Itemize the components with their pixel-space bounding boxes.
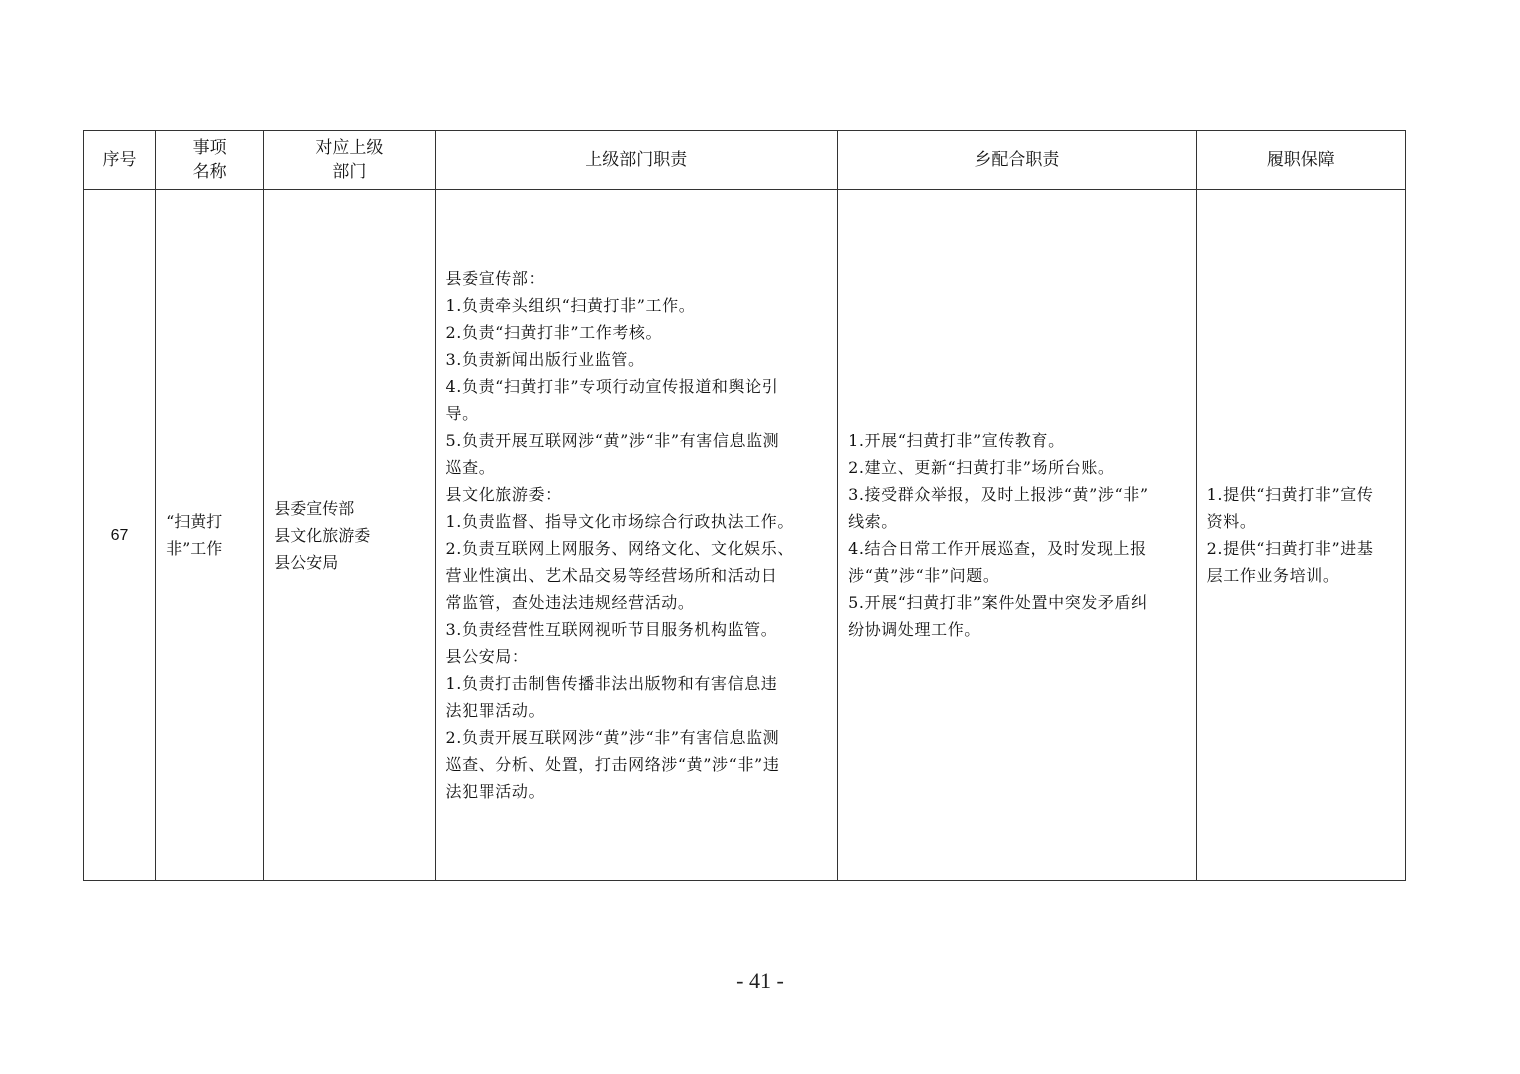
header-superior-duties: 上级部门职责	[435, 131, 838, 190]
header-superior-dept: 对应上级 部门	[264, 131, 435, 190]
duties-table	[83, 130, 1406, 881]
row-superior-dept: 县委宣传部 县文化旅游委 县公安局	[264, 190, 435, 881]
row-seq: 67	[84, 190, 156, 881]
row-guarantee: 1.提供“扫黄打非”宣传 资料。 2.提供“扫黄打非”进基 层工作业务培训。	[1196, 190, 1405, 881]
header-township-duties: 乡配合职责	[838, 131, 1197, 190]
row-superior-duties: 县委宣传部： 1.负责牵头组织“扫黄打非”工作。 2.负责“扫黄打非”工作考核。 3.负责新闻出版行业监管。 4.负责“扫黄打非”专项行动宣传报道和舆论引 导。 5.负责开展互联网涉“黄”涉“非”有害信息监测 巡查。 县文化旅游委： 1.负责监督、指导文化市场综合行政执法工作。 2.负责互联网上网服务、网络文化、文化娱乐、 营业性演出、艺术品交易等经营场所和活动日 常监管，查处违法违规经营活动。 3.负责经营性互联网视听节目服务机构监管。 县公安局： 1.负责打击制售传播非法出版物和有害信息违 法犯罪活动。 2.负责开展互联网涉“黄”涉“非”有害信息监测 巡查、分析、处置，打击网络涉“黄”涉“非”违 法犯罪活动。	[435, 190, 838, 881]
header-item-name: 事项 名称	[156, 131, 264, 190]
row-township-duties: 1.开展“扫黄打非”宣传教育。 2.建立、更新“扫黄打非”场所台账。 3.接受群众举报，及时上报涉“黄”涉“非” 线索。 4.结合日常工作开展巡查，及时发现上报 涉“黄”涉“非”问题。 5.开展“扫黄打非”案件处置中突发矛盾纠 纷协调处理工作。	[838, 190, 1197, 881]
page-number: - 41 -	[736, 968, 784, 993]
header-seq: 序号	[84, 131, 156, 190]
row-item-name: “扫黄打 非”工作	[156, 190, 264, 881]
header-guarantee: 履职保障	[1196, 131, 1405, 190]
table-row	[84, 190, 1406, 881]
table-header-row	[84, 131, 1406, 190]
